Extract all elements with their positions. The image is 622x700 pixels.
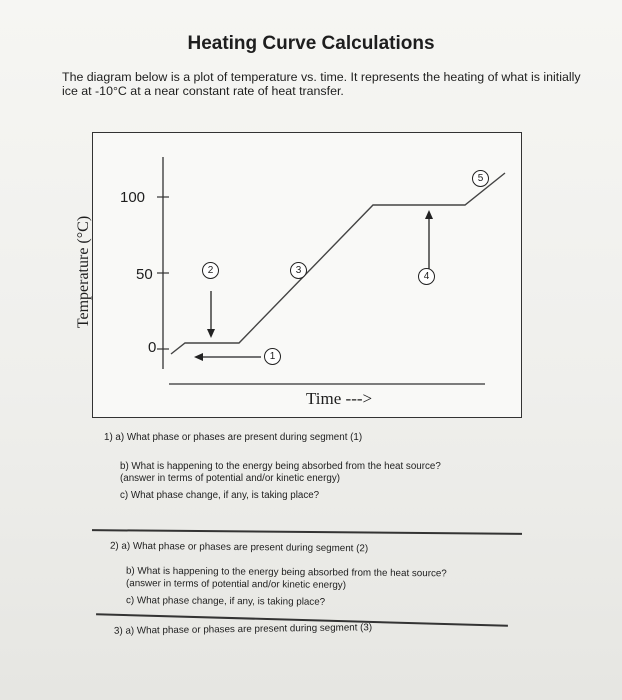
y-tick-label-50: 50 <box>136 266 153 283</box>
arrow-segment-4-head <box>425 210 433 219</box>
page-title: Heating Curve Calculations <box>187 33 435 54</box>
segment-label-2: 2 <box>202 262 219 279</box>
y-tick-label-0: 0 <box>148 339 157 356</box>
question-3a: 3) a) What phase or phases are present during segment (3) <box>113 622 373 637</box>
heating-curve-graph <box>93 133 521 417</box>
segment-label-1: 1 <box>264 348 281 365</box>
arrow-segment-2-head <box>207 329 215 338</box>
question-2c: c) What phase change, if any, is taking place? <box>125 595 326 608</box>
y-axis-label: Temperature (°C) <box>75 215 92 329</box>
heating-curve-line <box>171 173 505 354</box>
x-axis-label: Time ---> <box>306 389 373 408</box>
question-1b-line2: (answer in terms of potential and/or kinetic energy) <box>120 473 340 484</box>
question-1b-line1: b) What is happening to the energy being absorbed from the heat source? <box>120 461 441 472</box>
question-2b-line2: (answer in terms of potential and/or kinetic energy) <box>125 578 347 591</box>
arrow-segment-1-head <box>194 353 203 361</box>
segment-label-4: 4 <box>418 268 435 285</box>
y-tick-label-100: 100 <box>120 189 146 206</box>
segment-label-3: 3 <box>290 262 307 279</box>
question-1a: 1) a) What phase or phases are present during segment (1) <box>104 432 363 443</box>
question-1c: c) What phase change, if any, is taking place? <box>120 490 320 501</box>
segment-label-5: 5 <box>472 170 489 187</box>
question-2a: 2) a) What phase or phases are present during segment (2) <box>109 540 369 555</box>
intro-paragraph: The diagram below is a plot of temperature vs. time. It represents the heating of what is initially ice at -10°C at a near constant rate of heat transfer. <box>62 70 581 98</box>
answer-line-1 <box>92 529 522 534</box>
heating-curve-figure <box>92 132 522 418</box>
question-2b-line1: b) What is happening to the energy being absorbed from the heat source? <box>125 565 447 580</box>
